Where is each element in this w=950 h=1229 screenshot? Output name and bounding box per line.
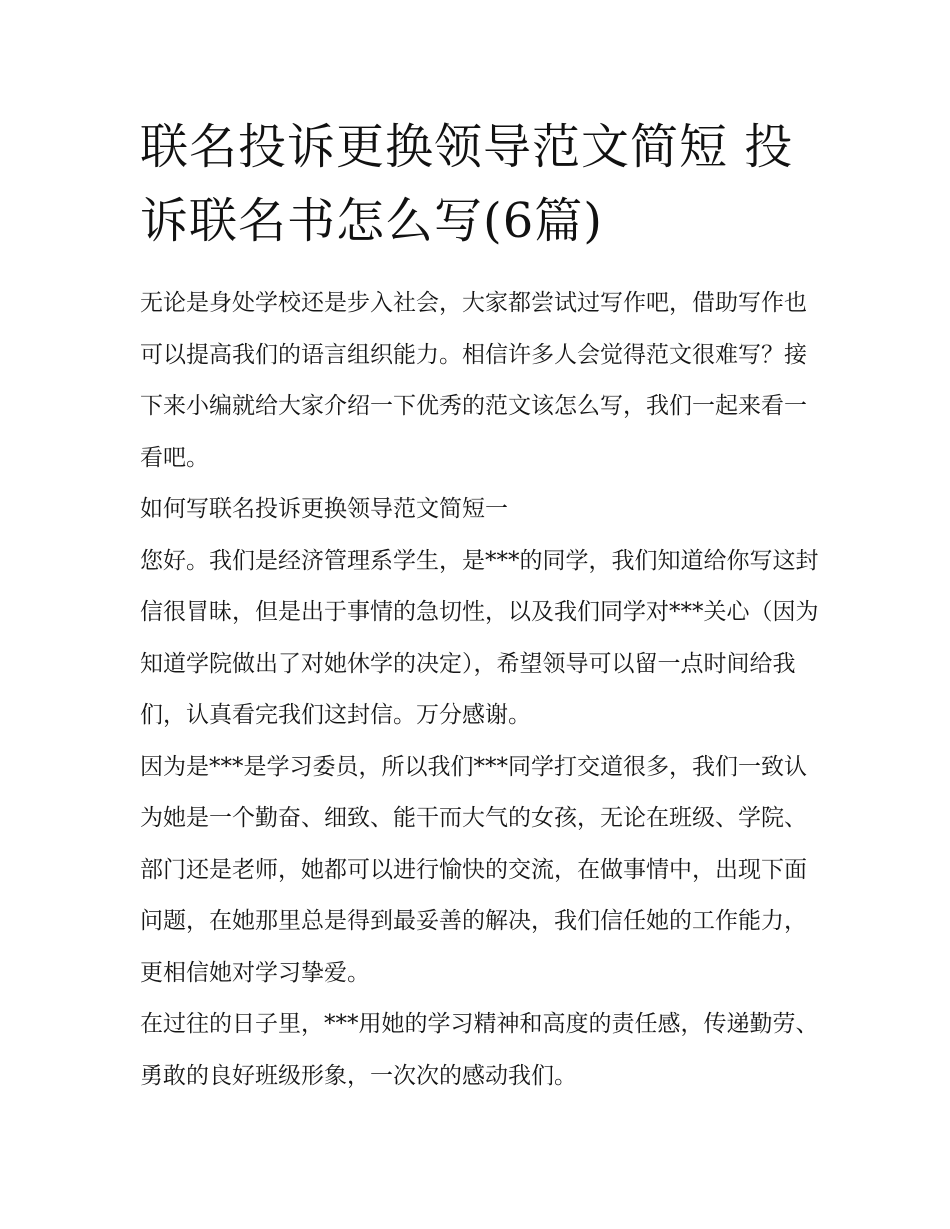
section-heading: 如何写联名投诉更换领导范文简短一 bbox=[140, 496, 508, 522]
letter-paragraph: 因为是***是学习委员，所以我们***同学打交道很多，我们一致认为她是一个勤奋、细致、能干而大气的女孩，无论在班级、学院、部门还是老师，她都可以进行愉快的交流，在做事情中，出现下面问题，在她那里总是得到最妥善的解决，我们信任她的工作能力，更相信她对学习挚爱。 bbox=[140, 753, 807, 986]
letter-paragraph: 在过往的日子里，***用她的学习精神和高度的责任感，传递勤劳、勇敢的良好班级形象，一次次的感动我们。 bbox=[140, 1011, 819, 1089]
document-title: 联名投诉更换领导范文简短 投诉联名书怎么写(6篇) bbox=[140, 119, 794, 249]
document-body bbox=[140, 278, 820, 1102]
intro-paragraph: 无论是身处学校还是步入社会，大家都尝试过写作吧，借助写作也可以提高我们的语言组织能力。相信许多人会觉得范文很难写？接下来小编就给大家介绍一下优秀的范文该怎么写，我们一起来看一看吧。 bbox=[140, 290, 807, 471]
letter-paragraph: 您好。我们是经济管理系学生，是***的同学，我们知道给你写这封信很冒昧，但是出于事情的急切性，以及我们同学对***关心（因为知道学院做出了对她休学的决定），希望领导可以留一点时间给我们，认真看完我们这封信。万分感谢。 bbox=[140, 547, 819, 728]
